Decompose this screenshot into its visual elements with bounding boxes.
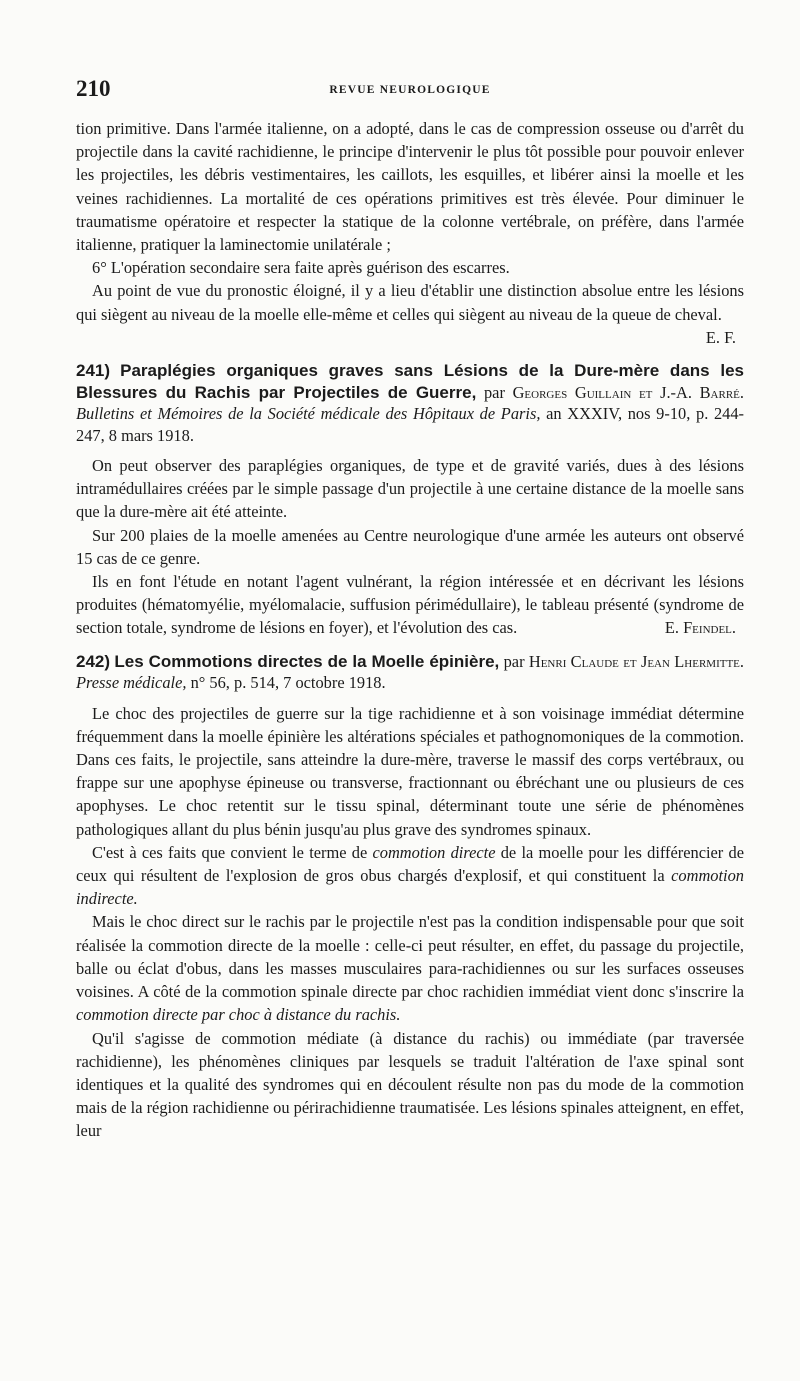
article-241-title: Paraplégies organiques graves sans Lésions de la Dure-mère dans les Blessures du Rachis par Projectiles de Guerre,: [76, 361, 744, 402]
article-241-paragraph-3: [76, 570, 744, 640]
article-241-number: 241): [76, 361, 111, 381]
article-241-journal: Bulletins et Mémoires de la Société médicale des Hôpitaux de Paris,: [76, 404, 541, 424]
article-242-title: Les Commotions directes de la Moelle épinière,: [114, 651, 500, 671]
article-242-journal: Presse médicale,: [76, 673, 187, 693]
article-241-paragraph-3-text: Ils en font l'étude en notant l'agent vulnérant, la région intéressée et en décrivant les lésions produites (hématomyélie, myélomalacie, suffusion périmédullaire), le tableau présenté (syndrome de section totale, syndrome de lésions en foyer), et l'évolution des cas.: [76, 572, 744, 638]
article-242-paragraph-4: Qu'il s'agisse de commotion médiate (à distance du rachis) ou immédiate (par traversée rachidienne), les phénomènes cliniques par lesquels se traduit l'altération de l'axe spinal sont identiques et la qualité des syndromes qui en découlent résulte non pas du mode de la commotion mais de la région rachidienne ou périrachidienne traumatisée. Les lésions spinales atteignent, en effet, leur: [76, 1028, 744, 1141]
article-241-reference: an XXXIV, nos 9-10, p. 244-247, 8 mars 1918.: [76, 404, 745, 445]
article-242-number: 242): [76, 651, 111, 671]
article-242-paragraph-3-a: Mais le choc direct sur le rachis par le projectile n'est pas la condition indispensable pour que soit réalisée la commotion directe de la moelle : celle-ci peut résulter, en effet, du passage du projectile, balle ou éclat d'obus, dans les masses musculaires para-rachidiennes ou sur les surfaces osseuses voisines. A côté de la commotion spinale directe par choc rachidien immédiat vient donc s'inscrire la: [76, 912, 744, 1002]
intro-paragraph-1: tion primitive. Dans l'armée italienne, on a adopté, dans le cas de compression osseuse ou d'arrêt du projectile dans la cavité rachidienne, le principe d'intervenir le plus tôt possible pour pouvoir enlever les projectiles, les débris vestimentaires, les caillots, les esquilles, et libérer ainsi la moelle et les veines rachidiennes. La mortalité de ces opérations primitives est très élevée. Pour diminuer le traumatisme opératoire et respecter la statique de la colonne vertébrale, on préfère, dans l'armée italienne, pratiquer la laminectomie unilatérale ;: [76, 119, 744, 255]
article-241-heading: [76, 360, 744, 446]
article-242-paragraph-3: [76, 910, 744, 1026]
intro-paragraph-3: [76, 279, 744, 349]
intro-signature: E. F.: [705, 327, 736, 347]
article-242-authors: Henri Claude et Jean Lhermitte.: [528, 651, 744, 671]
article-241-by: par: [483, 382, 505, 402]
intro-paragraph-2: 6° L'opération secondaire sera faite après guérison des escarres.: [92, 258, 510, 278]
article-242-paragraph-2: [76, 841, 744, 911]
article-242-paragraph-2-c: de la moelle pour les différencier de ceux qui résultent de l'explosion de gros obus chargés d'explosif, et qui constituent la: [76, 842, 744, 886]
article-241-paragraph-2: Sur 200 plaies de la moelle amenées au Centre neurologique d'une armée les auteurs ont observé 15 cas de ce genre.: [76, 525, 744, 568]
page-header: [76, 76, 744, 106]
article-242-term-commotion-indirecte: commotion indirecte.: [76, 866, 744, 909]
article-241-paragraph-1: On peut observer des paraplégies organiques, de type et de gravité variés, dues à des lésions intramédullaires créées par le simple passage d'un projectile à une certaine distance de la moelle sans que la dure-mère ait été atteinte.: [76, 456, 744, 522]
article-241-authors: Georges Guillain et J.-A. Barré.: [512, 382, 744, 402]
article-241-signature: E. Feindel.: [664, 618, 736, 638]
article-242-paragraph-2-a: C'est à ces faits que convient le terme de: [92, 842, 368, 862]
article-242-term-choc-a-distance: commotion directe par choc à distance du rachis.: [76, 1005, 401, 1025]
article-242-by: par: [503, 651, 525, 671]
article-242-reference: n° 56, p. 514, 7 octobre 1918.: [190, 673, 386, 693]
article-242-heading: [76, 651, 744, 694]
intro-paragraph-3-text: Au point de vue du pronostic éloigné, il y a lieu d'établir une distinction absolue entre les lésions qui siègent au niveau de la moelle elle-même et celles qui siègent au niveau de la queue de cheval.: [76, 281, 744, 324]
article-body: [76, 117, 744, 1143]
article-242-paragraph-1: Le choc des projectiles de guerre sur la tige rachidienne et à son voisinage immédiat détermine fréquemment dans la moelle épinière les altérations spéciales et pathognomoniques de la commotion. Dans ces faits, le projectile, sans atteindre la dure-mère, traverse le massif des corps vertébraux, ou frappe sur une apophyse épineuse ou transverse, fractionnant ou ébréchant une ou plusieurs de ces apophyses. Le choc retentit sur le tissu spinal, déterminant toute une série de phénomènes pathologiques allant du plus bénin jusqu'au plus grave des syndromes spinaux.: [76, 703, 744, 839]
running-title: REVUE NEUROLOGIQUE: [329, 84, 491, 96]
page-number: 210: [76, 76, 111, 101]
article-242-term-commotion-directe: commotion directe: [372, 842, 496, 862]
